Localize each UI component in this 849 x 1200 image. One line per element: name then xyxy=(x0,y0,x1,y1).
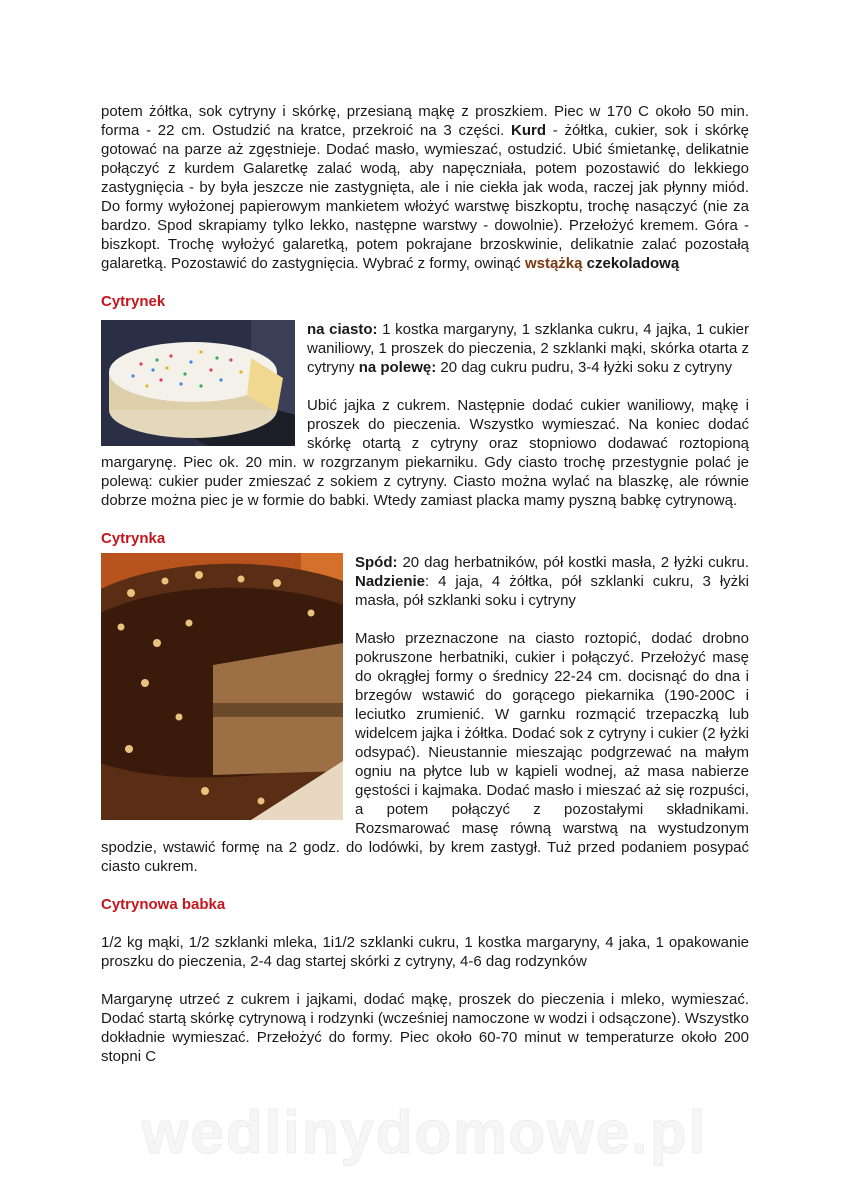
cytrynka-title: Cytrynka xyxy=(101,530,166,547)
ciasto-label: na ciasto: xyxy=(307,321,378,338)
spod-label: Spód: xyxy=(355,554,398,571)
czekoladowa-word: czekoladową xyxy=(586,255,680,272)
document-page xyxy=(101,102,749,1066)
nadzienie-label: Nadzienie xyxy=(355,573,426,590)
site-watermark: wedlinydomowe.pl xyxy=(141,1099,708,1166)
wstazka-word: wstążką xyxy=(524,255,583,272)
nadzienie-text: : 4 jaja, 4 żółtka, pół szklanki cukru, 3 łyżki masła, pół szklanki soku i cytryny xyxy=(355,573,749,609)
babka-title: Cytrynowa babka xyxy=(101,896,226,913)
spod-text: 20 dag herbatników, pół kostki masła, 2 łyżki cukru. xyxy=(397,554,749,571)
intro-text-2: - żółtka, cukier, sok i skórkę gotować na parze aż zgęstnieje. Dodać masło, wymieszać, ostudzić. Ubić śmietankę, delikatnie połączyć z kurdem Galaretkę zalać wodą, aby napęczniała, potem pozostawić do lekkiego zastygnięcia - by była jeszcze nie zastygnięta, ale i nie ciekła jak woda, raczej jak płynny miód. Do formy wyłożonej papierowym mankietem włożyć warstwę biszkoptu, trochę nasączyć (nie za bardzo. Spod skrapiamy tylko lekko, następne warstwy - dowolnie). Przełożyć kremem. Góra - biszkopt. Trochę wyłożyć galaretką, potem pokrajane brzoskwinie, delikatnie zalać pozostałą galaretką. Pozostawić do zastygnięcia. Wybrać z formy, owinąć xyxy=(101,122,750,272)
babka-method: Margarynę utrzeć z cukrem i jajkami, dodać mąkę, proszek do pieczenia i mleko, wymieszać. Dodać startą skórkę cytrynową i rodzynki (wcześniej namoczone w wodzi i odsączone). Wszystko dokładnie wymieszać. Przełożyć do formy. Piec około 60-70 minut w temperaturze około 200 stopni C xyxy=(101,991,749,1065)
cytrynka-method: Masło przeznaczone na ciasto roztopić, dodać drobno pokruszone herbatniki, cukier i połączyć. Przełożyć masę do okrągłej formy o średnicy 22-24 cm. docisnąć do dna i brzegów wstawić do gorącego piekarnika (190-200C i leciutko zrumienić. W garnku rozmącić trzepaczką lub widelcem jajka i żółtka. Dodać sok z cytryny i cukier (2 łyżki odsypać). Nieustannie mieszając podgrzewać na małym ogniu na płytce lub w kąpieli wodnej, aż masa nabierze gęstości i kajmaka. Dodać masło i mieszać aż się rozpuści, a potem połączyć z pozostałymi składnikami. Rozsmarować masę równą warstwą na wystudzonym spodzie, wstawić formę na 2 godz. do lodówki, by krem zastygł. Tuż przed podaniem posypać ciasto cukrem. xyxy=(101,630,749,875)
babka-ingredients: 1/2 kg mąki, 1/2 szklanki mleka, 1i1/2 szklanki cukru, 1 kostka margaryny, 4 jaka, 1 opakowanie proszku do pieczenia, 2-4 dag startej skórki z cytryny, 4-6 dag rodzynków xyxy=(101,934,749,970)
cytrynek-method: Ubić jajka z cukrem. Następnie dodać cukier waniliowy, mąkę i proszek do pieczenia. Wszystko wymieszać. Na koniec dodać skórkę otartą z cytryny oraz stopniowo dodawać roztopioną margarynę. Piec ok. 20 min. w rozgrzanym piekarniku. Gdy ciasto trochę przestygnie polać je polewą: cukier puder zmieszać z sokiem z cytryny. Ciasto można wylać na blaszkę, ale równie dobrze można piec je w formie do babki. Wtedy zamiast placka mamy pyszną babkę cytrynową. xyxy=(101,397,749,509)
chocolate-bundt-cake-icon xyxy=(101,553,343,820)
intro-paragraph xyxy=(101,102,749,273)
lemon-cake-with-sprinkles-icon xyxy=(101,320,295,446)
cytrynek-section xyxy=(101,320,749,510)
polewa-label: na polewę: xyxy=(358,359,437,376)
cytrynka-section xyxy=(101,553,749,876)
intro-text-1: potem żółtka, sok cytryny i skórkę, przesianą mąkę z proszkiem. Piec w 170 C około 50 min. forma - 22 cm. Ostudzić na kratce, przekroić na 3 części. xyxy=(101,103,749,139)
polewa-text: 20 dag cukru pudru, 3-4 łyżki soku z cytryny xyxy=(436,359,733,376)
kurd-label: Kurd xyxy=(511,122,547,139)
ciasto-text: 1 kostka margaryny, 1 szklanka cukru, 4 jajka, 1 cukier waniliowy, 1 proszek do pieczenia, 2 szklanki mąki, skórka otarta z cytryny xyxy=(307,321,749,376)
cytrynek-title: Cytrynek xyxy=(101,293,166,310)
